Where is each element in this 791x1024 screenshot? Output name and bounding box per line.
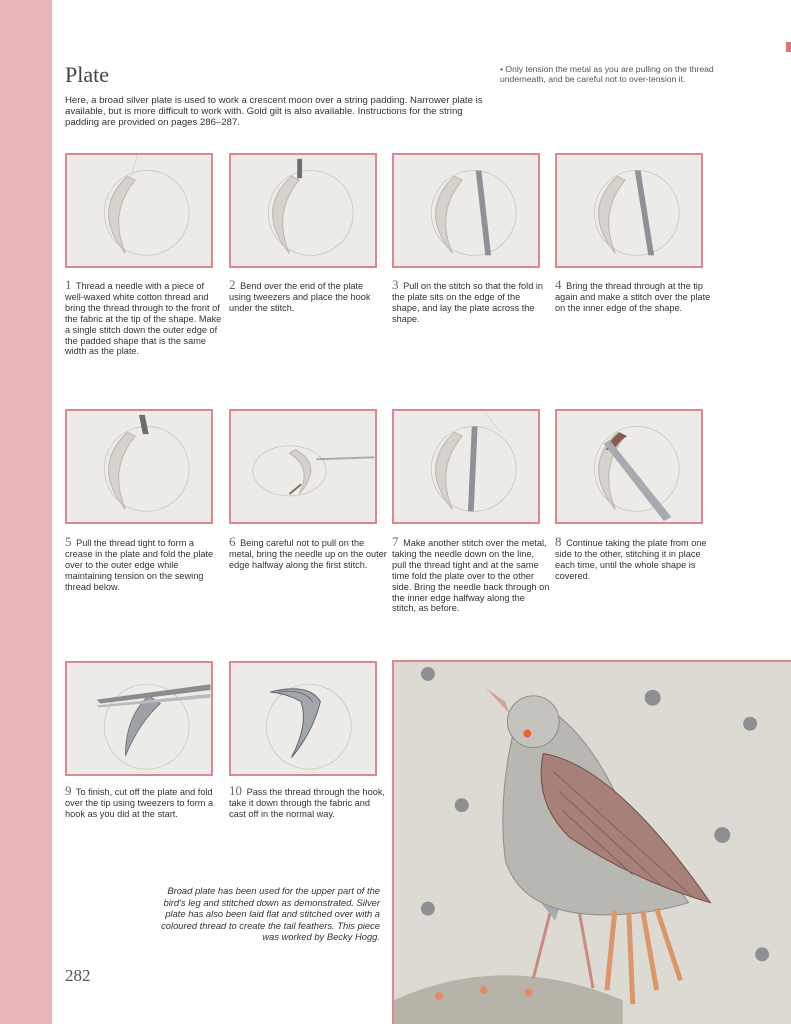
- step-number: 2: [229, 277, 236, 292]
- step-body: Thread a needle with a piece of well-waxed white cotton thread and bring the thread through to the front of the fabric at the tip of the shape. Make a single stitch down the outer edge of the padded shape that is the same width as the plate.: [65, 281, 222, 357]
- step-number: 9: [65, 783, 72, 798]
- page-number: 282: [65, 966, 91, 985]
- step-1-photo: [65, 153, 213, 268]
- step-3-photo: [392, 153, 540, 268]
- step-number: 3: [392, 277, 399, 292]
- step-number: 1: [65, 277, 72, 292]
- step-number: 10: [229, 783, 242, 798]
- step-7-text: [392, 534, 550, 614]
- step-body: To finish, cut off the plate and fold over the tip using tweezers to form a hook as you did at the start.: [65, 787, 214, 819]
- step-1-text: [65, 277, 223, 357]
- step-body: Bend over the end of the plate using tweezers and place the hook under the stitch.: [229, 281, 371, 313]
- step-5-photo: [65, 409, 213, 524]
- step-9-text: [65, 783, 223, 820]
- page-spine-band: [0, 0, 52, 1024]
- tip-note: • Only tension the metal as you are pulling on the thread underneath, and be careful not to over-tension it.: [500, 64, 714, 84]
- step-8-text: [555, 534, 713, 582]
- step-4-photo: [555, 153, 703, 268]
- step-8-photo: [555, 409, 703, 524]
- step-3-text: [392, 277, 550, 325]
- step-body: Being careful not to pull on the metal, bring the needle up on the outer edge halfway along the first stitch.: [229, 538, 387, 570]
- step-body: Pass the thread through the hook, take it down through the fabric and cast off in the normal way.: [229, 787, 385, 819]
- step-number: 7: [392, 534, 399, 549]
- step-2-text: [229, 277, 387, 314]
- step-body: Continue taking the plate from one side to the other, stitching it in place each time, until the whole shape is covered.: [555, 538, 707, 581]
- step-body: Pull the thread tight to form a crease in the plate and fold the plate over to the outer edge while maintaining tension on the sewing thread below.: [65, 538, 214, 592]
- step-number: 8: [555, 534, 562, 549]
- corner-tab-mark: [786, 42, 791, 52]
- step-number: 4: [555, 277, 562, 292]
- step-2-photo: [229, 153, 377, 268]
- step-10-photo: [229, 661, 377, 776]
- bird-embroidery-photo: [392, 660, 791, 1024]
- bird-caption: Broad plate has been used for the upper part of the bird's leg and stitched down as demonstrated. Silver plate has also been laid flat and stitched over with a coloured thread to create the tail feathers. This piece was worked by Becky Hogg.: [161, 885, 380, 942]
- step-7-photo: [392, 409, 540, 524]
- step-6-photo: [229, 409, 377, 524]
- step-6-text: [229, 534, 387, 571]
- step-number: 6: [229, 534, 236, 549]
- step-9-photo: [65, 661, 213, 776]
- page-title: Plate: [65, 62, 109, 87]
- step-10-text: [229, 783, 387, 820]
- step-4-text: [555, 277, 713, 314]
- step-body: Bring the thread through at the tip again and make a stitch over the plate on the inner edge of the shape.: [555, 281, 711, 313]
- step-number: 5: [65, 534, 72, 549]
- intro-paragraph: Here, a broad silver plate is used to work a crescent moon over a string padding. Narrower plate is available, but is more difficult to work with. Gold gilt is also available. Instructions for the string padding are provided on pages 286–287.: [65, 95, 483, 128]
- step-5-text: [65, 534, 223, 593]
- step-body: Pull on the stitch so that the fold in the plate sits on the edge of the shape, and lay the plate across the shape.: [392, 281, 544, 324]
- step-body: Make another stitch over the metal, taking the needle down on the line, pull the thread tight and at the same time fold the plate over to the other side. Bring the needle back through on the inner edge halfway along the stitch, as before.: [392, 538, 550, 614]
